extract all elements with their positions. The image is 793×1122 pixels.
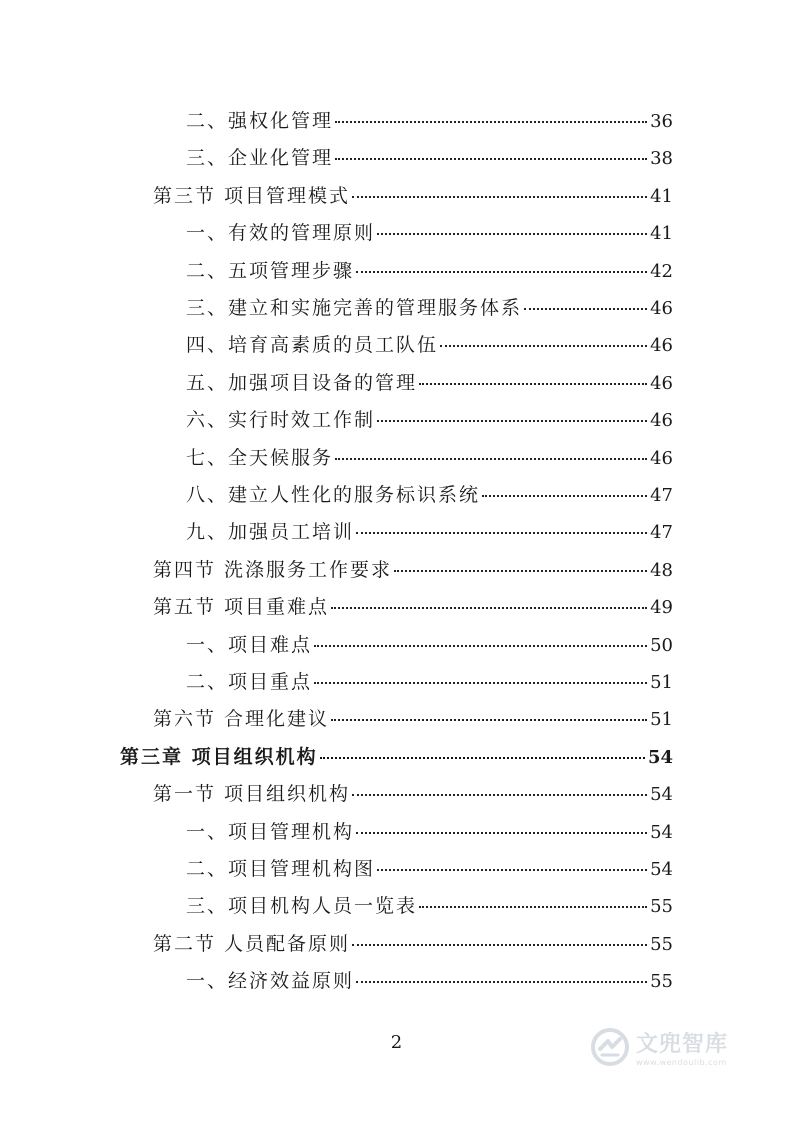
toc-entry-title: 七、全天候服务 xyxy=(186,446,334,469)
page-number: 2 xyxy=(390,1032,403,1053)
toc-entry[interactable] xyxy=(186,143,673,173)
toc-dot-leader xyxy=(377,869,647,871)
toc-entry-page: 54 xyxy=(650,784,673,806)
toc-entry[interactable] xyxy=(186,817,673,847)
toc-entry-title: 三、企业化管理 xyxy=(186,147,334,170)
watermark xyxy=(590,1022,760,1072)
toc-entry[interactable] xyxy=(186,293,673,323)
toc-entry[interactable] xyxy=(186,966,673,996)
toc-entry-title: 二、五项管理步骤 xyxy=(186,259,355,282)
toc-entry-page: 47 xyxy=(650,522,673,544)
toc-entry-title: 二、项目重点 xyxy=(186,671,313,693)
toc-entry[interactable] xyxy=(153,929,673,959)
toc-entry[interactable] xyxy=(186,405,673,435)
toc-entry[interactable] xyxy=(186,256,673,286)
toc-dot-leader xyxy=(320,757,645,759)
toc-entry[interactable] xyxy=(153,779,673,809)
toc-entry-title: 九、加强员工培训 xyxy=(186,521,355,544)
toc-entry[interactable] xyxy=(186,480,673,510)
toc-entry-page: 46 xyxy=(650,298,673,319)
toc-entry-page: 55 xyxy=(650,896,673,918)
toc-entry[interactable] xyxy=(186,891,673,921)
toc-dot-leader xyxy=(394,570,647,572)
toc-dot-leader xyxy=(314,682,647,684)
toc-entry-title: 四、培育高素质的员工队伍 xyxy=(186,334,439,357)
toc-entry-page: 42 xyxy=(650,260,673,282)
toc-dot-leader xyxy=(440,345,647,347)
toc-entry[interactable] xyxy=(186,667,673,697)
watermark-title: 文兜智库 xyxy=(636,1032,729,1057)
toc-entry-page: 54 xyxy=(650,821,673,843)
toc-entry-page: 36 xyxy=(650,111,673,132)
toc-dot-leader xyxy=(356,832,647,834)
toc-dot-leader xyxy=(335,458,647,460)
toc-entry[interactable] xyxy=(186,630,673,660)
toc-entry-title: 一、经济效益原则 xyxy=(186,970,355,993)
toc-entry-page: 54 xyxy=(647,746,673,768)
toc-dot-leader xyxy=(419,383,647,385)
toc-dot-leader xyxy=(524,308,647,310)
toc-entry-page: 50 xyxy=(650,634,673,656)
toc-entry-page: 46 xyxy=(650,335,673,357)
toc-entry-title: 二、项目管理机构图 xyxy=(186,858,376,880)
toc-entry-title: 第五节 项目重难点 xyxy=(153,596,330,619)
toc-entry[interactable] xyxy=(153,592,673,622)
toc-entry[interactable] xyxy=(186,218,673,248)
toc-entry-title: 第三节 项目管理模式 xyxy=(153,184,351,207)
toc-entry-page: 41 xyxy=(650,223,673,245)
toc-entry-page: 46 xyxy=(650,410,673,432)
toc-entry-page: 51 xyxy=(650,709,673,731)
toc-entry[interactable] xyxy=(153,181,673,211)
toc-entry[interactable] xyxy=(120,742,673,772)
toc-entry-page: 41 xyxy=(650,185,673,207)
toc-entry-title: 第四节 洗涤服务工作要求 xyxy=(153,558,393,581)
toc-entry[interactable] xyxy=(186,330,673,360)
toc-entry[interactable] xyxy=(186,854,673,884)
toc-entry-title: 一、项目难点 xyxy=(186,633,313,656)
toc-entry-title: 三、建立和实施完善的管理服务体系 xyxy=(186,297,523,319)
toc-entry-title: 六、实行时效工作制 xyxy=(186,409,376,432)
toc-dot-leader xyxy=(356,271,647,273)
toc-dot-leader xyxy=(377,420,647,422)
toc-entry-title: 一、项目管理机构 xyxy=(186,820,355,843)
toc-entry-title: 第六节 合理化建议 xyxy=(153,708,330,731)
toc-dot-leader xyxy=(335,158,647,160)
toc-entry-page: 47 xyxy=(650,485,673,506)
toc-dot-leader xyxy=(482,495,647,497)
toc-entry-title: 第三章 项目组织机构 xyxy=(120,745,318,768)
toc-entry-page: 48 xyxy=(650,559,673,581)
toc-entry-page: 51 xyxy=(650,672,673,693)
toc-entry[interactable] xyxy=(186,443,673,473)
toc-entry[interactable] xyxy=(153,555,673,585)
toc-entry-title: 二、强权化管理 xyxy=(186,110,334,132)
toc-entry[interactable] xyxy=(186,368,673,398)
toc-dot-leader xyxy=(356,532,647,534)
toc-entry-title: 八、建立人性化的服务标识系统 xyxy=(186,484,481,506)
toc-dot-leader xyxy=(331,607,647,609)
toc-dot-leader xyxy=(356,981,647,983)
toc-entry[interactable] xyxy=(186,517,673,547)
toc-entry[interactable] xyxy=(186,106,673,136)
toc-entry-title: 三、项目机构人员一览表 xyxy=(186,895,418,918)
toc-entry-title: 五、加强项目设备的管理 xyxy=(186,371,418,394)
toc-dot-leader xyxy=(352,944,647,946)
toc-dot-leader xyxy=(331,719,647,721)
watermark-url: www.wendoulib.com xyxy=(636,1058,727,1067)
toc-entry-page: 54 xyxy=(650,859,673,880)
toc-entry-title: 一、有效的管理原则 xyxy=(186,222,376,245)
toc-entry-page: 55 xyxy=(650,971,673,993)
toc-entry-page: 49 xyxy=(650,597,673,619)
toc-entry-page: 46 xyxy=(650,372,673,394)
toc-dot-leader xyxy=(314,645,647,647)
wendou-logo-icon xyxy=(590,1027,630,1067)
toc-entry-title: 第二节 人员配备原则 xyxy=(153,932,351,955)
toc-dot-leader xyxy=(352,196,647,198)
toc-dot-leader xyxy=(377,233,647,235)
toc-entry-title: 第一节 项目组织机构 xyxy=(153,783,351,806)
toc-dot-leader xyxy=(352,794,647,796)
toc-dot-leader xyxy=(419,906,647,908)
toc-dot-leader xyxy=(335,121,647,123)
toc-entry-page: 38 xyxy=(650,148,673,170)
toc-entry[interactable] xyxy=(153,704,673,734)
toc-entry-page: 55 xyxy=(650,933,673,955)
toc-entry-page: 46 xyxy=(650,447,673,469)
